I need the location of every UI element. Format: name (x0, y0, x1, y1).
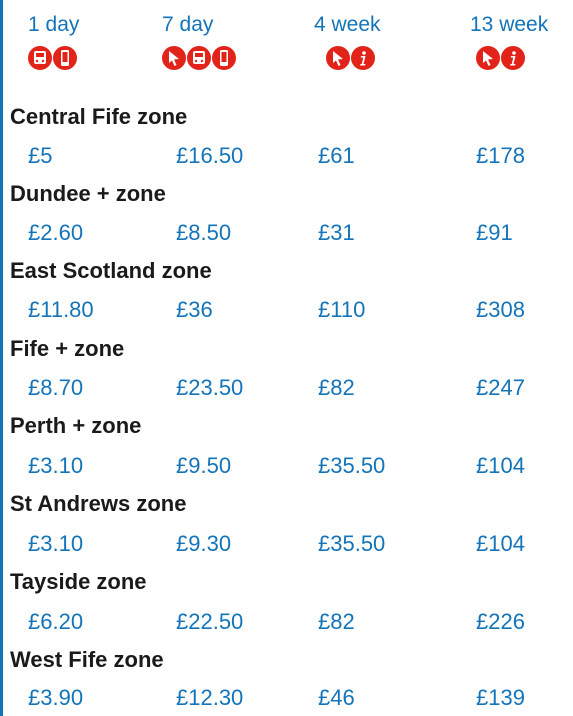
price-1-day: £2.60 (28, 220, 84, 245)
mobile-ticket-icon (53, 46, 77, 70)
price-13-week: £139 (476, 685, 525, 710)
zone-name: East Scotland zone (10, 258, 212, 283)
left-border-rule (0, 0, 3, 716)
price-1-day: £3.90 (28, 685, 84, 710)
mobile-ticket-icon (212, 46, 236, 70)
price-7-day: £22.50 (176, 609, 244, 634)
zone-name: Central Fife zone (10, 104, 188, 129)
price-1-day: £6.20 (28, 609, 84, 634)
bus-icon (187, 46, 211, 70)
price-7-day: £9.50 (176, 453, 232, 478)
price-7-day: £12.30 (176, 685, 244, 710)
price-1-day: £11.80 (28, 297, 94, 322)
price-13-week: £91 (476, 220, 513, 245)
price-4-week: £82 (318, 609, 355, 634)
price-1-day: £8.70 (28, 375, 84, 400)
column-header-13-week: 13 week (470, 13, 549, 36)
price-7-day: £8.50 (176, 220, 232, 245)
price-4-week: £35.50 (318, 453, 386, 478)
online-cursor-icon (326, 46, 350, 70)
price-13-week: £226 (476, 609, 525, 634)
zone-name: West Fife zone (10, 647, 164, 672)
zone-name: Dundee + zone (10, 181, 166, 206)
price-1-day: £3.10 (28, 531, 84, 556)
price-4-week: £46 (318, 685, 355, 710)
price-13-week: £104 (476, 453, 525, 478)
column-7-day-icons (162, 46, 236, 72)
price-13-week: £178 (476, 143, 525, 168)
price-7-day: £9.30 (176, 531, 232, 556)
ticket-duration-header (0, 12, 573, 84)
price-13-week: £247 (476, 375, 525, 400)
column-13-week-icons (476, 46, 525, 72)
price-13-week: £104 (476, 531, 525, 556)
price-1-day: £3.10 (28, 453, 84, 478)
price-7-day: £16.50 (176, 143, 244, 168)
price-4-week: £82 (318, 375, 355, 400)
price-4-week: £110 (318, 297, 366, 322)
bus-icon (28, 46, 52, 70)
online-cursor-icon (476, 46, 500, 70)
price-1-day: £5 (28, 143, 53, 168)
column-header-7-day: 7 day (162, 13, 214, 36)
column-header-1-day: 1 day (28, 13, 80, 36)
column-1-day-icons (28, 46, 77, 72)
price-7-day: £36 (176, 297, 213, 322)
info-icon (351, 46, 375, 70)
price-7-day: £23.50 (176, 375, 244, 400)
zone-name: Tayside zone (10, 569, 147, 594)
price-13-week: £308 (476, 297, 525, 322)
price-4-week: £61 (318, 143, 355, 168)
zone-name: St Andrews zone (10, 491, 187, 516)
column-4-week-icons (326, 46, 375, 72)
column-header-4-week: 4 week (314, 13, 381, 36)
zone-name: Perth + zone (10, 413, 142, 438)
zone-name: Fife + zone (10, 336, 125, 361)
info-icon (501, 46, 525, 70)
online-cursor-icon (162, 46, 186, 70)
price-4-week: £31 (318, 220, 355, 245)
price-4-week: £35.50 (318, 531, 386, 556)
